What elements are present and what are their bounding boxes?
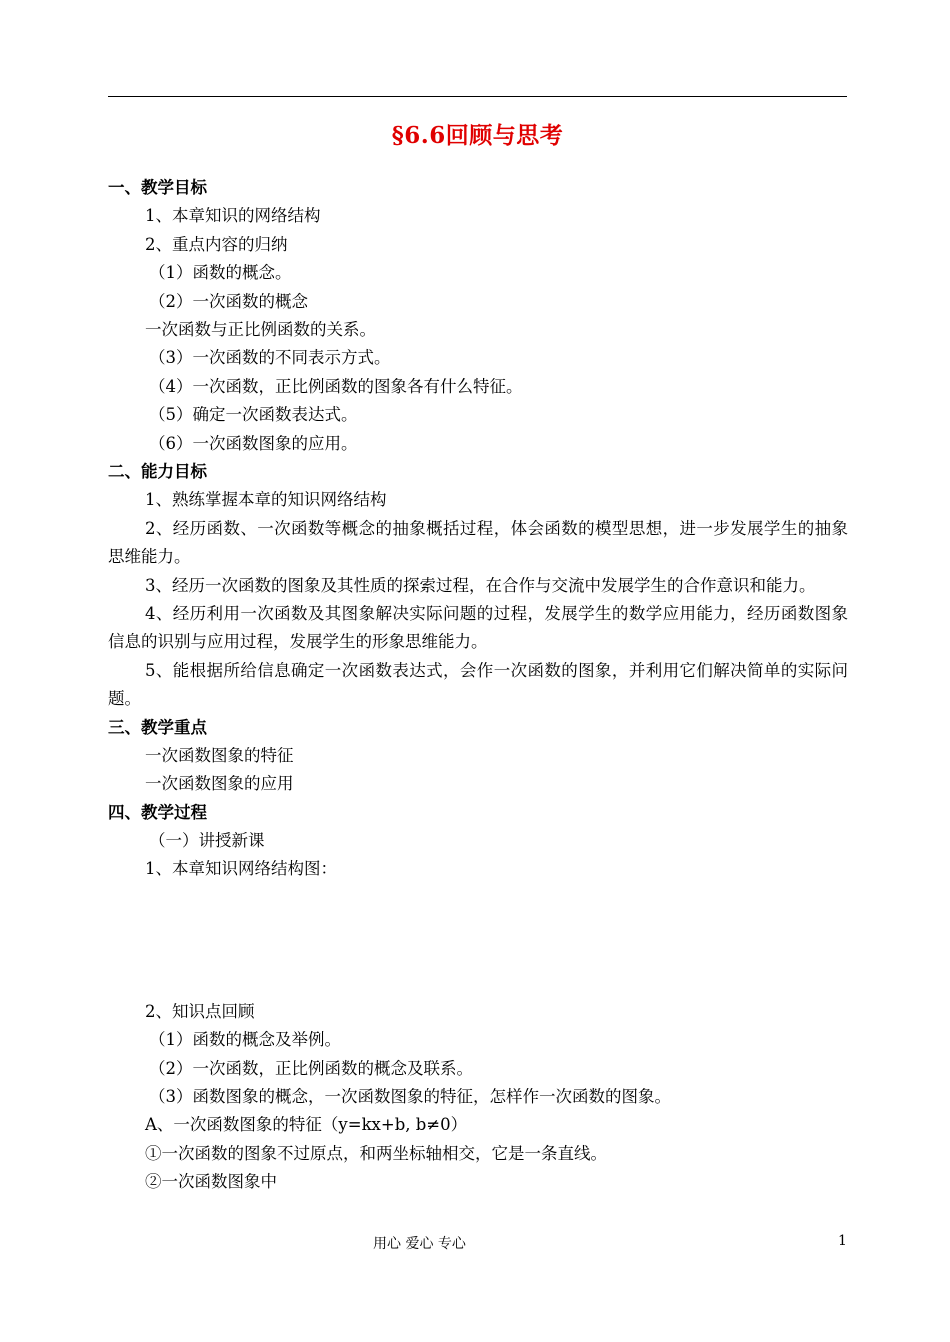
list-item: 2、重点内容的归纳 [145,234,288,254]
list-item: （4）一次函数，正比例函数的图象各有什么特征。 [149,376,523,396]
list-item: 一次函数图象的特征 [145,745,294,765]
list-item: （1）函数的概念。 [149,263,292,283]
list-item: （3）函数图象的概念，一次函数图象的特征，怎样作一次函数的图象。 [149,1087,671,1107]
list-item: ②一次函数图象中 [145,1172,277,1192]
section-heading-teaching-goals: 一、教学目标 [108,178,207,197]
diagram-placeholder-space [108,884,848,998]
list-item: （6）一次函数图象的应用。 [149,433,358,453]
list-item: 1、本章知识的网络结构 [145,206,321,226]
paragraph: 4、经历利用一次函数及其图象解决实际问题的过程，发展学生的数学应用能力，经历函数图象信息的识别与应用过程，发展学生的形象思维能力。 [108,603,848,652]
header-rule [108,96,847,97]
list-item: （2）一次函数的概念 [149,291,308,311]
list-item: 一次函数与正比例函数的关系。 [145,319,376,339]
list-item: 1、本章知识网络结构图： [145,859,337,879]
list-item: （2）一次函数，正比例函数的概念及联系。 [149,1058,473,1078]
paragraph: 3、经历一次函数的图象及其性质的探索过程，在合作与交流中发展学生的合作意识和能力。 [145,575,816,595]
paragraph: 5、能根据所给信息确定一次函数表达式，会作一次函数的图象，并利用它们解决简单的实际问题。 [108,660,848,709]
list-item: 一次函数图象的应用 [145,774,294,794]
list-item: A、一次函数图象的特征（y=kx+b, b≠0） [145,1115,468,1135]
section-heading-teaching-process: 四、教学过程 [108,802,207,822]
list-item: 2、知识点回顾 [145,1001,255,1021]
list-item: ①一次函数的图象不过原点，和两坐标轴相交，它是一条直线。 [145,1143,607,1163]
subsection-heading: （一）讲授新课 [149,831,265,851]
list-item: （1）函数的概念及举例。 [149,1030,341,1050]
paragraph: 2、经历函数、一次函数等概念的抽象概括过程，体会函数的模型思想，进一步发展学生的抽象思维能力。 [108,518,848,567]
footer-text: 用心 爱心 专心 [373,1236,466,1252]
document-body [108,174,848,1197]
section-heading-key-points: 三、教学重点 [108,717,207,737]
list-item: （3）一次函数的不同表示方式。 [149,348,391,368]
list-item: （5）确定一次函数表达式。 [149,405,358,425]
section-heading-ability-goals: 二、能力目标 [108,461,207,481]
page-number: 1 [838,1233,847,1249]
list-item: 1、熟练掌握本章的知识网络结构 [145,490,387,510]
page-footer [0,1233,950,1255]
page-title: §6.6回顾与思考 [391,122,564,149]
